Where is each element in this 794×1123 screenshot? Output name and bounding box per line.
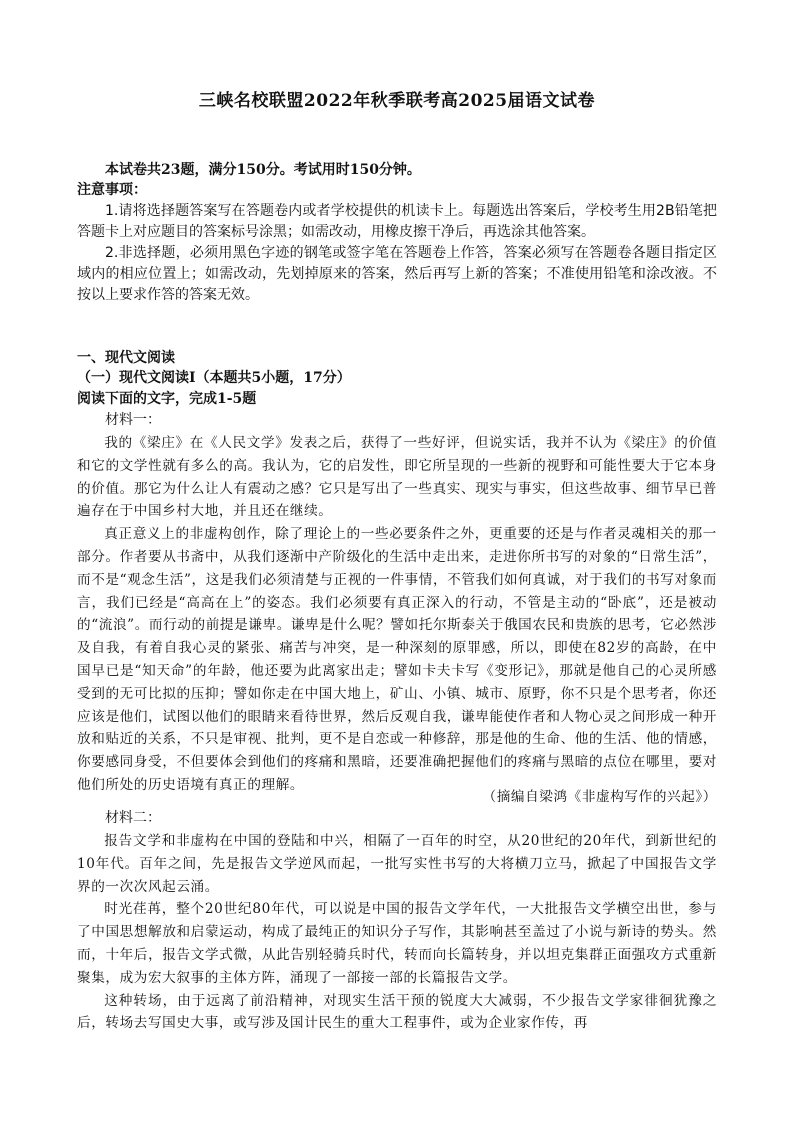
exam-title: 三峡名校联盟2022年秋季联考高2025届语文试卷 <box>198 91 596 111</box>
reading-instruction: 阅读下面的文字，完成1-5题 <box>77 391 257 407</box>
notice-item-1: 1.请将选择题答案写在答题卷内或者学校提供的机读卡上。每题选出答案后，学校考生用2B铅笔把答题卡上对应题目的答案标号涂黑；如需改动，用橡皮擦干净后，再选涂其他答案。 <box>77 203 717 240</box>
material-2-paragraph-2: 时光荏苒，整个20世纪80年代，可以说是中国的报告文学年代，一大批报告文学横空出世，参与了中国思想解放和启蒙运动，构成了最纯正的知识分子写作，其影响甚至盖过了小说与新诗的势头。然而，十年后，报告文学式微，从此告别轻骑兵时代，转而向长篇转身，并以坦克集群正面强攻方式重新聚集，成为宏大叙事的主体方阵，涌现了一部接一部的长篇报告文学。 <box>77 901 717 986</box>
notice-heading: 注意事项： <box>77 182 147 198</box>
material-2-paragraph-3: 这种转场，由于远离了前沿精神，对现实生活干预的锐度大大减弱，不少报告文学家徘徊犹豫之后，转场去写国史大事，或写涉及国计民生的重大工程事件，或为企业家作传，再 <box>77 992 717 1032</box>
material-1-source: （摘编自梁鸿《非虚构写作的兴起》） <box>482 789 717 805</box>
material-1-paragraph-1: 我的《梁庄》在《人民文学》发表之后，获得了一些好评，但说实话，我并不认为《梁庄》的价值和它的文学性就有多么的高。我认为，它的启发性，即它所呈现的一些新的视野和可能性要大于它本身的价值。那它为什么让人有震动之感？它只是写出了一些真实、现实与事实，但这些故事、细节早已普遍存在于中国乡村大地，并且还在继续。 <box>77 435 717 520</box>
material-1-paragraph-2: 真正意义上的非虚构创作，除了理论上的一些必要条件之外，更重要的还是与作者灵魂相关的那一部分。作者要从书斋中，从我们逐渐中产阶级化的生活中走出来，走进你所书写的对象的“日常生活”，而不是“观念生活”，这是我们必须清楚与正视的一件事情，不管我们如何真诚，对于我们的书写对象而言，我们已经是“高高在上”的姿态。我们必须要有真正深入的行动，不管是主动的“卧底”，还是被动的“流浪”。而行动的前提是谦卑。谦卑是什么呢？譬如托尔斯泰关于俄国农民和贵族的思考，它必然涉及自我，有着自我心灵的紧张、痛苦与冲突，是一种深刻的原罪感，所以，即使在82岁的高龄，在中国早已是“知天命”的年龄，他还要为此离家出走；譬如卡夫卡写《变形记》，那就是他自己的心灵所感受到的无可比拟的压抑；譬如你走在中国大地上，矿山、小镇、城市、原野，你不只是个思考者，你还应该是他们，试图以他们的眼睛来看待世界，然后反观自我，谦卑能使作者和人物心灵之间形成一种开放和贴近的关系，不只是审视、批判，更不是自恋或一种修辞，那是他的生命、他的生活、他的情感，你要感同身受，不但要体会到他们的疼痛和黑暗，还要准确把握他们的疼痛与黑暗的点位在哪里，要对他们所处的历史语境有真正的理解。 <box>77 526 717 793</box>
subsection-heading: （一）现代文阅读Ⅰ（本题共5小题，17分） <box>77 370 351 386</box>
material-2-label: 材料二： <box>105 810 161 826</box>
notice-list <box>77 201 717 306</box>
material-2-text <box>77 830 717 1035</box>
exam-intro: 本试卷共23题，满分150分。考试用时150分钟。 <box>105 162 421 178</box>
section-heading: 一、现代文阅读 <box>77 350 175 366</box>
material-2-paragraph-1: 报告文学和非虚构在中国的登陆和中兴，相隔了一百年的时空，从20世纪的20年代，到新世纪的10年代。百年之间，先是报告文学逆风而起，一批写实性书写的大将横刀立马，掀起了中国报告文学界的一次次风起云涌。 <box>77 833 717 895</box>
material-1-label: 材料一： <box>105 412 161 428</box>
notice-item-2: 2.非选择题，必须用黑色字迹的钢笔或签字笔在答题卷上作答，答案必须写在答题卷各题目指定区域内的相应位置上；如需改动，先划掉原来的答案，然后再写上新的答案；不准使用铅笔和涂改液。不按以上要求作答的答案无效。 <box>77 245 717 303</box>
material-1-text <box>77 432 717 797</box>
